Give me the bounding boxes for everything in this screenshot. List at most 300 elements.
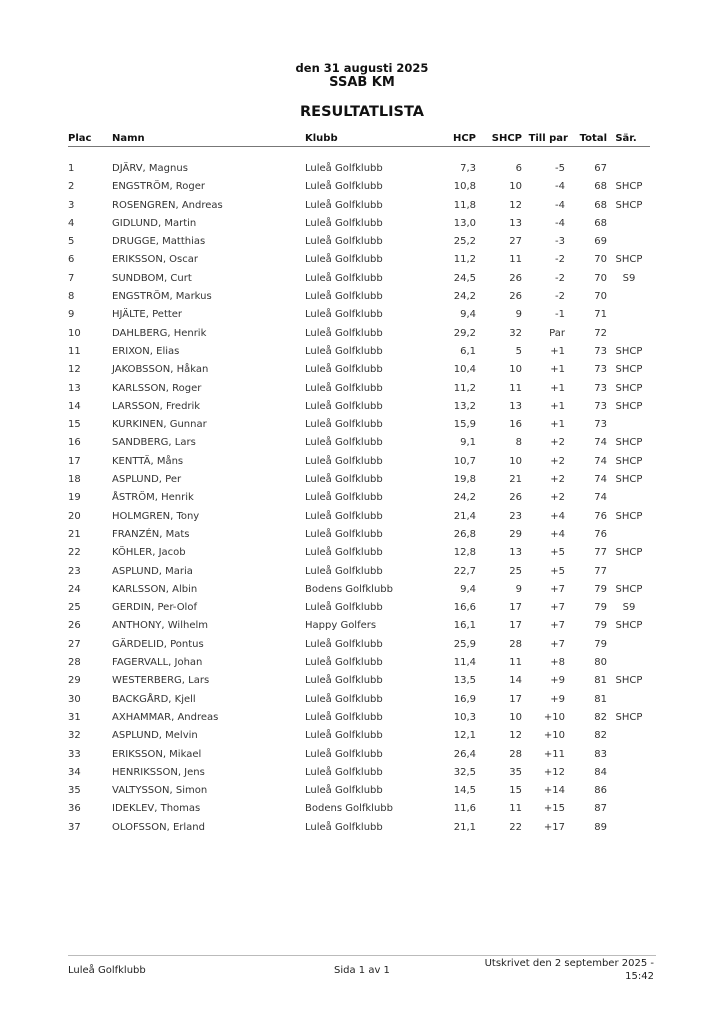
- cell-klubb: Luleå Golfklubb: [305, 730, 383, 742]
- cell-namn: ASPLUND, Per: [112, 474, 182, 486]
- cell-shcp: 11: [509, 382, 522, 394]
- cell-namn: KARLSSON, Roger: [112, 382, 202, 394]
- cell-namn: DRUGGE, Matthias: [112, 236, 206, 248]
- cell-total: 70: [594, 254, 607, 266]
- cell-total: 74: [594, 492, 607, 504]
- table-row: [68, 491, 650, 509]
- cell-klubb: Luleå Golfklubb: [305, 657, 383, 669]
- cell-till-par: +5: [550, 565, 565, 577]
- cell-hcp: 29,2: [453, 327, 476, 339]
- cell-till-par: +17: [543, 821, 565, 833]
- cell-namn: ERIKSSON, Oscar: [112, 254, 198, 266]
- cell-total: 73: [594, 364, 607, 376]
- cell-klubb: Bodens Golfklubb: [305, 583, 393, 595]
- cell-namn: GERDIN, Per-Olof: [112, 602, 197, 614]
- cell-klubb: Luleå Golfklubb: [305, 675, 383, 687]
- cell-namn: ENGSTRÖM, Roger: [112, 181, 206, 193]
- cell-shcp: 22: [509, 821, 522, 833]
- footer-page-number: Sida 1 av 1: [334, 965, 390, 976]
- cell-klubb: Luleå Golfklubb: [305, 455, 383, 467]
- cell-klubb: Luleå Golfklubb: [305, 492, 383, 504]
- cell-total: 77: [594, 565, 607, 577]
- cell-hcp: 16,6: [453, 602, 476, 614]
- cell-till-par: -2: [555, 272, 565, 284]
- table-row: [68, 345, 650, 363]
- cell-shcp: 17: [509, 620, 522, 632]
- cell-shcp: 16: [509, 419, 522, 431]
- cell-hcp: 25,9: [453, 638, 476, 650]
- cell-sar: SHCP: [615, 620, 643, 632]
- cell-shcp: 12: [509, 199, 522, 211]
- cell-klubb: Luleå Golfklubb: [305, 236, 383, 248]
- cell-namn: GÄRDELID, Pontus: [112, 638, 204, 650]
- cell-klubb: Luleå Golfklubb: [305, 327, 383, 339]
- cell-namn: WESTERBERG, Lars: [112, 675, 210, 687]
- table-row: [68, 235, 650, 253]
- cell-shcp: 11: [509, 803, 522, 815]
- cell-hcp: 14,5: [453, 785, 476, 797]
- cell-till-par: +2: [550, 474, 565, 486]
- cell-total: 68: [594, 217, 607, 229]
- cell-shcp: 14: [509, 675, 522, 687]
- table-row: [68, 601, 650, 619]
- cell-shcp: 17: [509, 602, 522, 614]
- cell-hcp: 9,1: [460, 437, 476, 449]
- table-row: [68, 766, 650, 784]
- cell-klubb: Luleå Golfklubb: [305, 364, 383, 376]
- table-row: [68, 565, 650, 583]
- table-row: [68, 802, 650, 820]
- cell-plac: 14: [68, 400, 81, 412]
- cell-plac: 5: [68, 236, 75, 248]
- cell-sar: S9: [622, 602, 636, 614]
- cell-hcp: 13,0: [453, 217, 476, 229]
- cell-total: 74: [594, 455, 607, 467]
- cell-total: 74: [594, 437, 607, 449]
- cell-sar: SHCP: [615, 199, 643, 211]
- cell-hcp: 24,5: [453, 272, 476, 284]
- cell-till-par: -4: [555, 199, 565, 211]
- table-row: [68, 473, 650, 491]
- cell-plac: 36: [68, 803, 81, 815]
- cell-till-par: +1: [550, 419, 565, 431]
- table-row: [68, 455, 650, 473]
- table-row: [68, 638, 650, 656]
- cell-till-par: +9: [550, 675, 565, 687]
- cell-namn: HJÄLTE, Petter: [112, 309, 183, 321]
- cell-plac: 9: [68, 309, 75, 321]
- cell-shcp: 15: [509, 785, 522, 797]
- cell-plac: 20: [68, 510, 81, 522]
- table-row: [68, 619, 650, 637]
- cell-plac: 3: [68, 199, 75, 211]
- cell-shcp: 28: [509, 638, 522, 650]
- table-row: [68, 748, 650, 766]
- cell-plac: 26: [68, 620, 81, 632]
- cell-plac: 15: [68, 419, 81, 431]
- column-header-sar: Sär.: [615, 133, 637, 144]
- footer-club: Luleå Golfklubb: [68, 965, 146, 976]
- cell-till-par: +10: [543, 711, 565, 723]
- cell-hcp: 24,2: [453, 492, 476, 504]
- cell-plac: 6: [68, 254, 75, 266]
- cell-plac: 32: [68, 730, 81, 742]
- column-header-hcp: HCP: [452, 133, 476, 144]
- cell-klubb: Luleå Golfklubb: [305, 400, 383, 412]
- cell-till-par: +2: [550, 437, 565, 449]
- cell-namn: ENGSTRÖM, Markus: [112, 291, 212, 303]
- cell-namn: ERIXON, Elias: [112, 345, 180, 357]
- table-row: [68, 528, 650, 546]
- cell-total: 68: [594, 199, 607, 211]
- cell-hcp: 11,8: [453, 199, 476, 211]
- cell-plac: 23: [68, 565, 81, 577]
- cell-total: 79: [594, 620, 607, 632]
- cell-plac: 11: [68, 345, 81, 357]
- cell-plac: 34: [68, 766, 81, 778]
- cell-hcp: 26,4: [453, 748, 476, 760]
- column-header-plac: Plac: [68, 133, 92, 144]
- cell-shcp: 35: [509, 766, 522, 778]
- cell-hcp: 32,5: [453, 766, 476, 778]
- cell-till-par: +8: [550, 657, 565, 669]
- column-header-namn: Namn: [112, 133, 145, 144]
- cell-shcp: 10: [509, 455, 522, 467]
- cell-namn: DJÄRV, Magnus: [112, 163, 188, 174]
- cell-namn: ASPLUND, Melvin: [112, 730, 198, 742]
- table-row: [68, 290, 650, 308]
- table-row: [68, 180, 650, 198]
- cell-shcp: 11: [509, 657, 522, 669]
- cell-till-par: +7: [550, 602, 565, 614]
- table-row: [68, 400, 650, 418]
- cell-hcp: 13,2: [453, 400, 476, 412]
- cell-total: 81: [594, 693, 607, 705]
- cell-total: 79: [594, 638, 607, 650]
- table-row: [68, 656, 650, 674]
- cell-till-par: +12: [543, 766, 565, 778]
- cell-till-par: +15: [543, 803, 565, 815]
- cell-shcp: 10: [509, 181, 522, 193]
- cell-total: 67: [594, 163, 607, 174]
- cell-plac: 37: [68, 821, 81, 833]
- cell-namn: KÖHLER, Jacob: [112, 547, 186, 559]
- cell-klubb: Luleå Golfklubb: [305, 510, 383, 522]
- cell-namn: ANTHONY, Wilhelm: [112, 620, 209, 632]
- table-row: [68, 436, 650, 454]
- table-row: [68, 729, 650, 747]
- cell-hcp: 26,8: [453, 528, 476, 540]
- cell-sar: SHCP: [615, 510, 643, 522]
- table-row: [68, 162, 650, 180]
- cell-klubb: Luleå Golfklubb: [305, 272, 383, 284]
- cell-hcp: 15,9: [453, 419, 476, 431]
- footer-printed-timestamp: [456, 957, 654, 983]
- table-row: [68, 546, 650, 564]
- cell-total: 82: [594, 711, 607, 723]
- cell-plac: 22: [68, 547, 81, 559]
- cell-hcp: 10,8: [453, 181, 476, 193]
- cell-sar: SHCP: [615, 474, 643, 486]
- table-row: [68, 382, 650, 400]
- cell-plac: 2: [68, 181, 75, 193]
- table-row: [68, 711, 650, 729]
- cell-hcp: 12,8: [453, 547, 476, 559]
- cell-total: 71: [594, 309, 607, 321]
- cell-klubb: Luleå Golfklubb: [305, 217, 383, 229]
- cell-total: 73: [594, 382, 607, 394]
- cell-hcp: 24,2: [453, 291, 476, 303]
- cell-klubb: Luleå Golfklubb: [305, 291, 383, 303]
- footer-printed-date: Utskrivet den 2 september 2025 -: [484, 958, 654, 969]
- cell-till-par: +1: [550, 345, 565, 357]
- cell-plac: 33: [68, 748, 81, 760]
- cell-plac: 27: [68, 638, 81, 650]
- footer-printed-time: 15:42: [625, 971, 654, 982]
- cell-till-par: +1: [550, 364, 565, 376]
- cell-till-par: -1: [555, 309, 565, 321]
- cell-sar: SHCP: [615, 345, 643, 357]
- cell-total: 70: [594, 272, 607, 284]
- cell-namn: LARSSON, Fredrik: [112, 400, 201, 412]
- cell-sar: SHCP: [615, 547, 643, 559]
- cell-till-par: +11: [543, 748, 565, 760]
- cell-shcp: 13: [509, 547, 522, 559]
- cell-shcp: 9: [515, 309, 522, 321]
- table-row: [68, 308, 650, 326]
- cell-till-par: +7: [550, 620, 565, 632]
- cell-total: 83: [594, 748, 607, 760]
- cell-klubb: Luleå Golfklubb: [305, 199, 383, 211]
- cell-till-par: -4: [555, 181, 565, 193]
- cell-namn: ERIKSSON, Mikael: [112, 748, 202, 760]
- cell-klubb: Luleå Golfklubb: [305, 638, 383, 650]
- cell-total: 82: [594, 730, 607, 742]
- cell-klubb: Luleå Golfklubb: [305, 547, 383, 559]
- cell-till-par: -2: [555, 254, 565, 266]
- cell-namn: FAGERVALL, Johan: [112, 657, 203, 669]
- cell-klubb: Luleå Golfklubb: [305, 254, 383, 266]
- cell-sar: SHCP: [615, 675, 643, 687]
- cell-till-par: +14: [543, 785, 565, 797]
- cell-total: 73: [594, 400, 607, 412]
- table-row: [68, 510, 650, 528]
- cell-sar: SHCP: [615, 400, 643, 412]
- cell-till-par: -4: [555, 217, 565, 229]
- cell-plac: 18: [68, 474, 81, 486]
- cell-klubb: Luleå Golfklubb: [305, 748, 383, 760]
- cell-hcp: 9,4: [460, 583, 476, 595]
- cell-till-par: +4: [550, 510, 565, 522]
- cell-namn: SANDBERG, Lars: [112, 437, 196, 449]
- cell-shcp: 5: [515, 345, 522, 357]
- cell-till-par: +7: [550, 638, 565, 650]
- cell-namn: BACKGÅRD, Kjell: [112, 693, 196, 705]
- table-row: [68, 199, 650, 217]
- table-row: [68, 693, 650, 711]
- cell-hcp: 11,2: [453, 382, 476, 394]
- cell-till-par: +2: [550, 492, 565, 504]
- cell-shcp: 28: [509, 748, 522, 760]
- event-name: SSAB KM: [329, 75, 395, 90]
- cell-sar: SHCP: [615, 364, 643, 376]
- cell-sar: SHCP: [615, 181, 643, 193]
- cell-total: 69: [594, 236, 607, 248]
- cell-plac: 28: [68, 657, 81, 669]
- cell-total: 87: [594, 803, 607, 815]
- cell-klubb: Luleå Golfklubb: [305, 785, 383, 797]
- cell-total: 68: [594, 181, 607, 193]
- table-row: [68, 253, 650, 271]
- cell-total: 76: [594, 528, 607, 540]
- cell-sar: S9: [622, 272, 636, 284]
- table-body: [68, 147, 650, 839]
- table-row: [68, 272, 650, 290]
- cell-till-par: +5: [550, 547, 565, 559]
- cell-total: 72: [594, 327, 607, 339]
- cell-shcp: 26: [509, 272, 522, 284]
- cell-klubb: Luleå Golfklubb: [305, 474, 383, 486]
- cell-hcp: 7,3: [460, 163, 476, 174]
- cell-namn: HENRIKSSON, Jens: [112, 766, 205, 778]
- cell-till-par: +1: [550, 400, 565, 412]
- cell-klubb: Happy Golfers: [305, 620, 377, 632]
- cell-total: 81: [594, 675, 607, 687]
- cell-shcp: 6: [515, 163, 522, 174]
- cell-plac: 12: [68, 364, 81, 376]
- cell-till-par: -3: [555, 236, 565, 248]
- column-header-shcp: SHCP: [491, 133, 522, 144]
- cell-namn: JAKOBSSON, Håkan: [112, 364, 209, 376]
- cell-klubb: Luleå Golfklubb: [305, 602, 383, 614]
- cell-namn: DAHLBERG, Henrik: [112, 327, 207, 339]
- cell-namn: ROSENGREN, Andreas: [112, 199, 223, 211]
- cell-plac: 30: [68, 693, 81, 705]
- cell-total: 86: [594, 785, 607, 797]
- cell-hcp: 6,1: [460, 345, 476, 357]
- cell-namn: ASPLUND, Maria: [112, 565, 193, 577]
- footer-divider: [68, 955, 656, 956]
- cell-plac: 10: [68, 327, 81, 339]
- cell-hcp: 10,3: [453, 711, 476, 723]
- table-row: [68, 418, 650, 436]
- cell-sar: SHCP: [615, 583, 643, 595]
- event-date: den 31 augusti 2025: [295, 61, 429, 75]
- cell-plac: 25: [68, 602, 81, 614]
- cell-total: 73: [594, 419, 607, 431]
- cell-plac: 16: [68, 437, 81, 449]
- cell-namn: AXHAMMAR, Andreas: [112, 711, 219, 723]
- cell-till-par: +9: [550, 693, 565, 705]
- cell-plac: 4: [68, 217, 75, 229]
- cell-hcp: 11,6: [453, 803, 476, 815]
- cell-namn: VALTYSSON, Simon: [112, 785, 208, 797]
- cell-namn: OLOFSSON, Erland: [112, 821, 205, 833]
- column-header-total: Total: [579, 133, 607, 144]
- cell-plac: 35: [68, 785, 81, 797]
- cell-klubb: Luleå Golfklubb: [305, 419, 383, 431]
- cell-hcp: 9,4: [460, 309, 476, 321]
- cell-till-par: -2: [555, 291, 565, 303]
- cell-namn: FRANZÉN, Mats: [112, 528, 190, 540]
- table-row: [68, 363, 650, 381]
- cell-till-par: -5: [555, 163, 565, 174]
- cell-plac: 29: [68, 675, 81, 687]
- cell-plac: 17: [68, 455, 81, 467]
- cell-sar: SHCP: [615, 254, 643, 266]
- cell-till-par: Par: [549, 327, 565, 339]
- cell-namn: ÅSTRÖM, Henrik: [112, 492, 194, 504]
- cell-namn: GIDLUND, Martin: [112, 217, 197, 229]
- cell-sar: SHCP: [615, 437, 643, 449]
- cell-namn: KURKINEN, Gunnar: [112, 419, 207, 431]
- cell-shcp: 8: [515, 437, 522, 449]
- cell-klubb: Luleå Golfklubb: [305, 528, 383, 540]
- cell-sar: SHCP: [615, 382, 643, 394]
- cell-shcp: 29: [509, 528, 522, 540]
- column-header-klubb: Klubb: [305, 133, 338, 144]
- cell-plac: 1: [68, 163, 75, 174]
- cell-shcp: 10: [509, 364, 522, 376]
- column-header-till-par: Till par: [528, 133, 568, 144]
- cell-klubb: Bodens Golfklubb: [305, 803, 393, 815]
- cell-plac: 21: [68, 528, 81, 540]
- table-row: [68, 784, 650, 802]
- cell-plac: 8: [68, 291, 75, 303]
- page-title: RESULTATLISTA: [300, 104, 424, 120]
- cell-namn: SUNDBOM, Curt: [112, 272, 192, 284]
- cell-total: 70: [594, 291, 607, 303]
- cell-plac: 19: [68, 492, 81, 504]
- table-row: [68, 821, 650, 839]
- cell-hcp: 25,2: [453, 236, 476, 248]
- cell-klubb: Luleå Golfklubb: [305, 437, 383, 449]
- cell-total: 76: [594, 510, 607, 522]
- cell-klubb: Luleå Golfklubb: [305, 711, 383, 723]
- cell-klubb: Luleå Golfklubb: [305, 163, 383, 174]
- cell-shcp: 13: [509, 400, 522, 412]
- cell-hcp: 11,2: [453, 254, 476, 266]
- cell-shcp: 17: [509, 693, 522, 705]
- table-row: [68, 583, 650, 601]
- cell-till-par: +4: [550, 528, 565, 540]
- cell-till-par: +2: [550, 455, 565, 467]
- cell-klubb: Luleå Golfklubb: [305, 181, 383, 193]
- cell-plac: 7: [68, 272, 75, 284]
- cell-plac: 24: [68, 583, 81, 595]
- cell-sar: SHCP: [615, 711, 643, 723]
- cell-total: 79: [594, 602, 607, 614]
- cell-hcp: 16,9: [453, 693, 476, 705]
- cell-hcp: 21,1: [453, 821, 476, 833]
- cell-klubb: Luleå Golfklubb: [305, 766, 383, 778]
- cell-shcp: 32: [509, 327, 522, 339]
- cell-till-par: +1: [550, 382, 565, 394]
- cell-shcp: 25: [509, 565, 522, 577]
- cell-klubb: Luleå Golfklubb: [305, 309, 383, 321]
- cell-shcp: 10: [509, 711, 522, 723]
- cell-till-par: +7: [550, 583, 565, 595]
- cell-namn: IDEKLEV, Thomas: [112, 803, 201, 815]
- cell-hcp: 10,4: [453, 364, 476, 376]
- cell-shcp: 27: [509, 236, 522, 248]
- cell-total: 74: [594, 474, 607, 486]
- cell-sar: SHCP: [615, 455, 643, 467]
- cell-shcp: 11: [509, 254, 522, 266]
- cell-till-par: +10: [543, 730, 565, 742]
- cell-namn: KARLSSON, Albin: [112, 583, 198, 595]
- cell-hcp: 22,7: [453, 565, 476, 577]
